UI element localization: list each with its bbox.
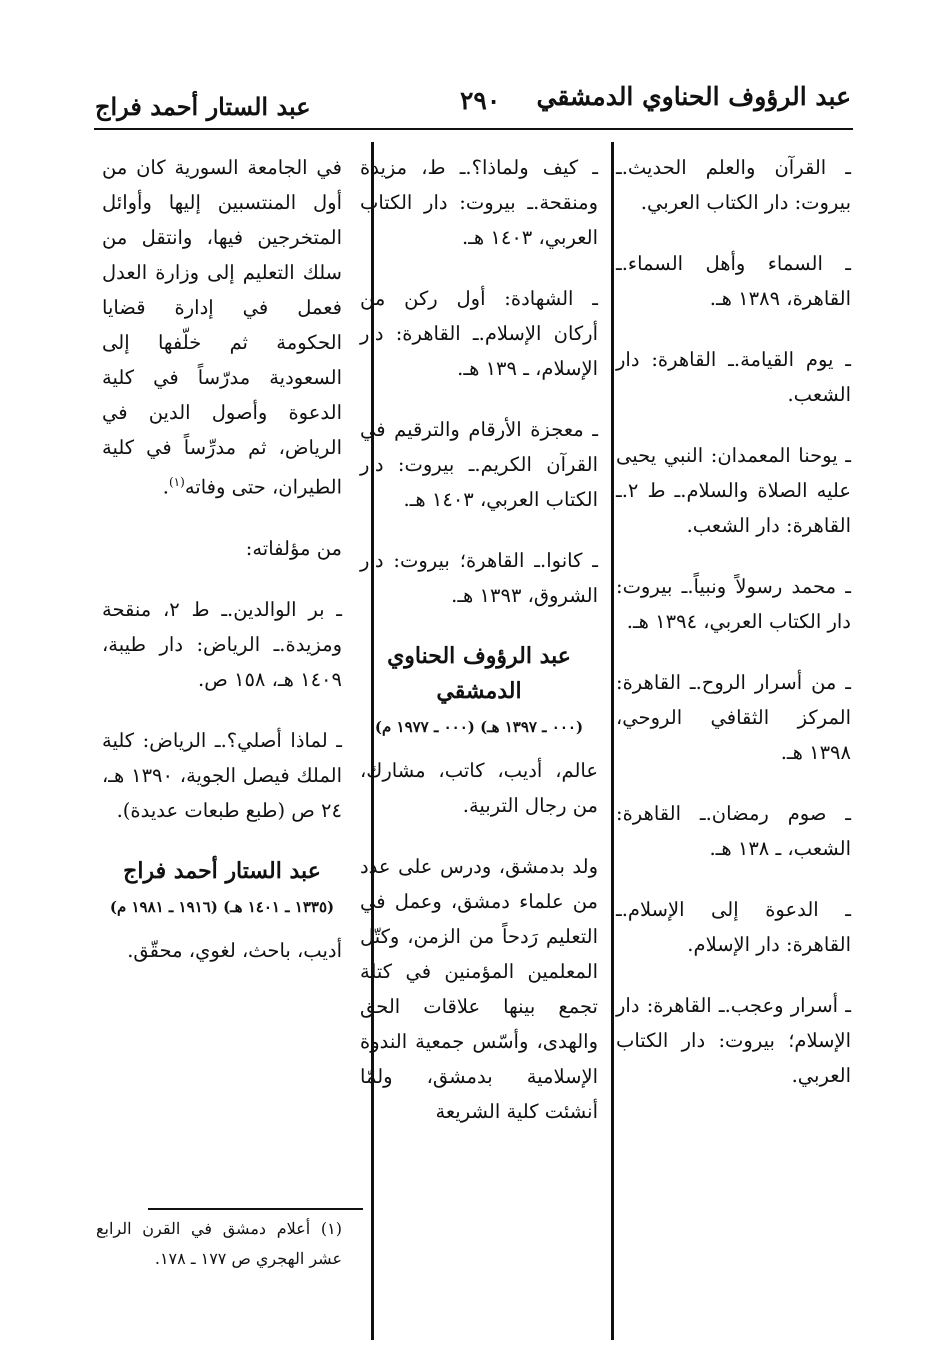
column-middle	[360, 150, 598, 1155]
biography-text-continued: في الجامعة السورية كان من أول المنتسبين إليها وأوائل المتخرجين فيها، وانتقل من سلك التعليم إلى وزارة العدل فعمل في إدارة قضايا الحكومة ثم خلّفها إلى السعودية مدرّساً في كلية الدعوة وأصول الدين في الرياض، ثم مدرِّساً في كلية الطيران، حتى وفاته$^{(١)}$.	[102, 156, 342, 499]
running-header-left: عبد الستار أحمد فراج	[95, 92, 311, 121]
bibliography-entry: ـ محمد رسولاً ونبياً.ـ بيروت: دار الكتاب العربي، ١٣٩٤ هـ.	[616, 575, 851, 633]
bibliography-entry: ـ صوم رمضان.ـ القاهرة: الشعب، ـ ١٣٨ هـ.	[616, 802, 851, 860]
column-right	[616, 150, 851, 1119]
bibliography-entry: ـ الدعوة إلى الإسلام.ـ القاهرة: دار الإسلام.	[616, 898, 851, 956]
running-header-right: عبد الرؤوف الحناوي الدمشقي	[536, 82, 851, 111]
bibliography-entry: ـ السماء وأهل السماء.ـ القاهرة، ١٣٨٩ هـ.	[616, 252, 851, 310]
works-heading: من مؤلفاته:	[245, 536, 342, 560]
bibliography-entry: ـ يوحنا المعمدان: النبي يحيى عليه الصلاة والسلام.ـ ط ٢.ـ القاهرة: دار الشعب.	[616, 444, 851, 537]
bibliography-entry: ـ القرآن والعلم الحديث.ـ بيروت: دار الكتاب العربي.	[616, 156, 851, 214]
footnote-marker: (١)	[168, 475, 185, 489]
biography-dates: (١٣٣٥ ـ ١٤٠١ هـ) (١٩١٦ ـ ١٩٨١ م)	[109, 897, 335, 916]
biography-name: عبد الستار أحمد فراج	[123, 857, 321, 884]
header-rule	[94, 128, 853, 130]
footnote: (١) أعلام دمشق في القرن الرابع عشر الهجري ص ١٧٧ ـ ١٧٨.	[96, 1219, 342, 1268]
biography-name: عبد الرؤوف الحناوي الدمشقي	[387, 643, 571, 704]
column-divider-right	[611, 142, 614, 1340]
column-left	[102, 150, 342, 994]
biography-summary: عالم، أديب، كاتب، مشارك، من رجال التربية.	[360, 759, 598, 817]
biography-dates: (٠٠٠ ـ ١٣٩٧ هـ) (٠٠٠ ـ ١٩٧٧ م)	[374, 718, 584, 736]
bibliography-entry: ـ كيف ولماذا؟.ـ ط، مزيدة ومنقحة.ـ بيروت: دار الكتاب العربي، ١٤٠٣ هـ.	[360, 156, 598, 249]
page-number: ٢٩٠	[460, 86, 501, 115]
bibliography-entry: ـ الشهادة: أول ركن من أركان الإسلام.ـ القاهرة: دار الإسلام، ـ ١٣٩ هـ.	[360, 287, 598, 380]
footnote-rule	[148, 1208, 363, 1210]
biography-text: ولد بدمشق، ودرس على عدد من علماء دمشق، وعمل في التعليم رَدحاً من الزمن، وكتّل المعلمين المؤمنين في كتلة تجمع بينها علاقات الحق والهدى، وأسّس جمعية الندوة الإسلامية بدمشق، ولمّا أنشئت كلية الشريعة	[360, 855, 598, 1123]
bibliography-entry: ـ بر الوالدين.ـ ط ٢، منقحة ومزيدة.ـ الرياض: دار طيبة، ١٤٠٩ هـ، ١٥٨ ص.	[102, 597, 342, 691]
bibliography-entry: ـ من أسرار الروح.ـ القاهرة: المركز الثقافي الروحي، ١٣٩٨ هـ.	[616, 671, 851, 764]
bibliography-entry: ـ لماذا أصلي؟.ـ الرياض: كلية الملك فيصل الجوية، ١٣٩٠ هـ، ٢٤ ص (طبع طبعات عديدة).	[102, 728, 342, 822]
bibliography-entry: ـ أسرار وعجب.ـ القاهرة: دار الإسلام؛ بيروت: دار الكتاب العربي.	[616, 994, 851, 1087]
biography-text: في الجامعة السورية كان من أول المنتسبين إليها وأوائل المتخرجين فيها، وانتقل من سلك التعليم إلى وزارة العدل فعمل في إدارة قضايا الحكومة ثم خلّفها إلى السعودية مدرّساً في كلية الدعوة وأصول الدين في الرياض، ثم مدرِّساً في كلية الطيران، حتى وفاته	[102, 156, 342, 499]
bibliography-entry: ـ يوم القيامة.ـ القاهرة: دار الشعب.	[616, 348, 851, 406]
biography-summary: أديب، باحث، لغوي، محقّق.	[127, 938, 342, 962]
bibliography-entry: ـ معجزة الأرقام والترقيم في القرآن الكريم.ـ بيروت: دار الكتاب العربي، ١٤٠٣ هـ.	[360, 418, 598, 511]
bibliography-entry: ـ كانوا.ـ القاهرة؛ بيروت: دار الشروق، ١٣٩٣ هـ.	[360, 549, 598, 607]
